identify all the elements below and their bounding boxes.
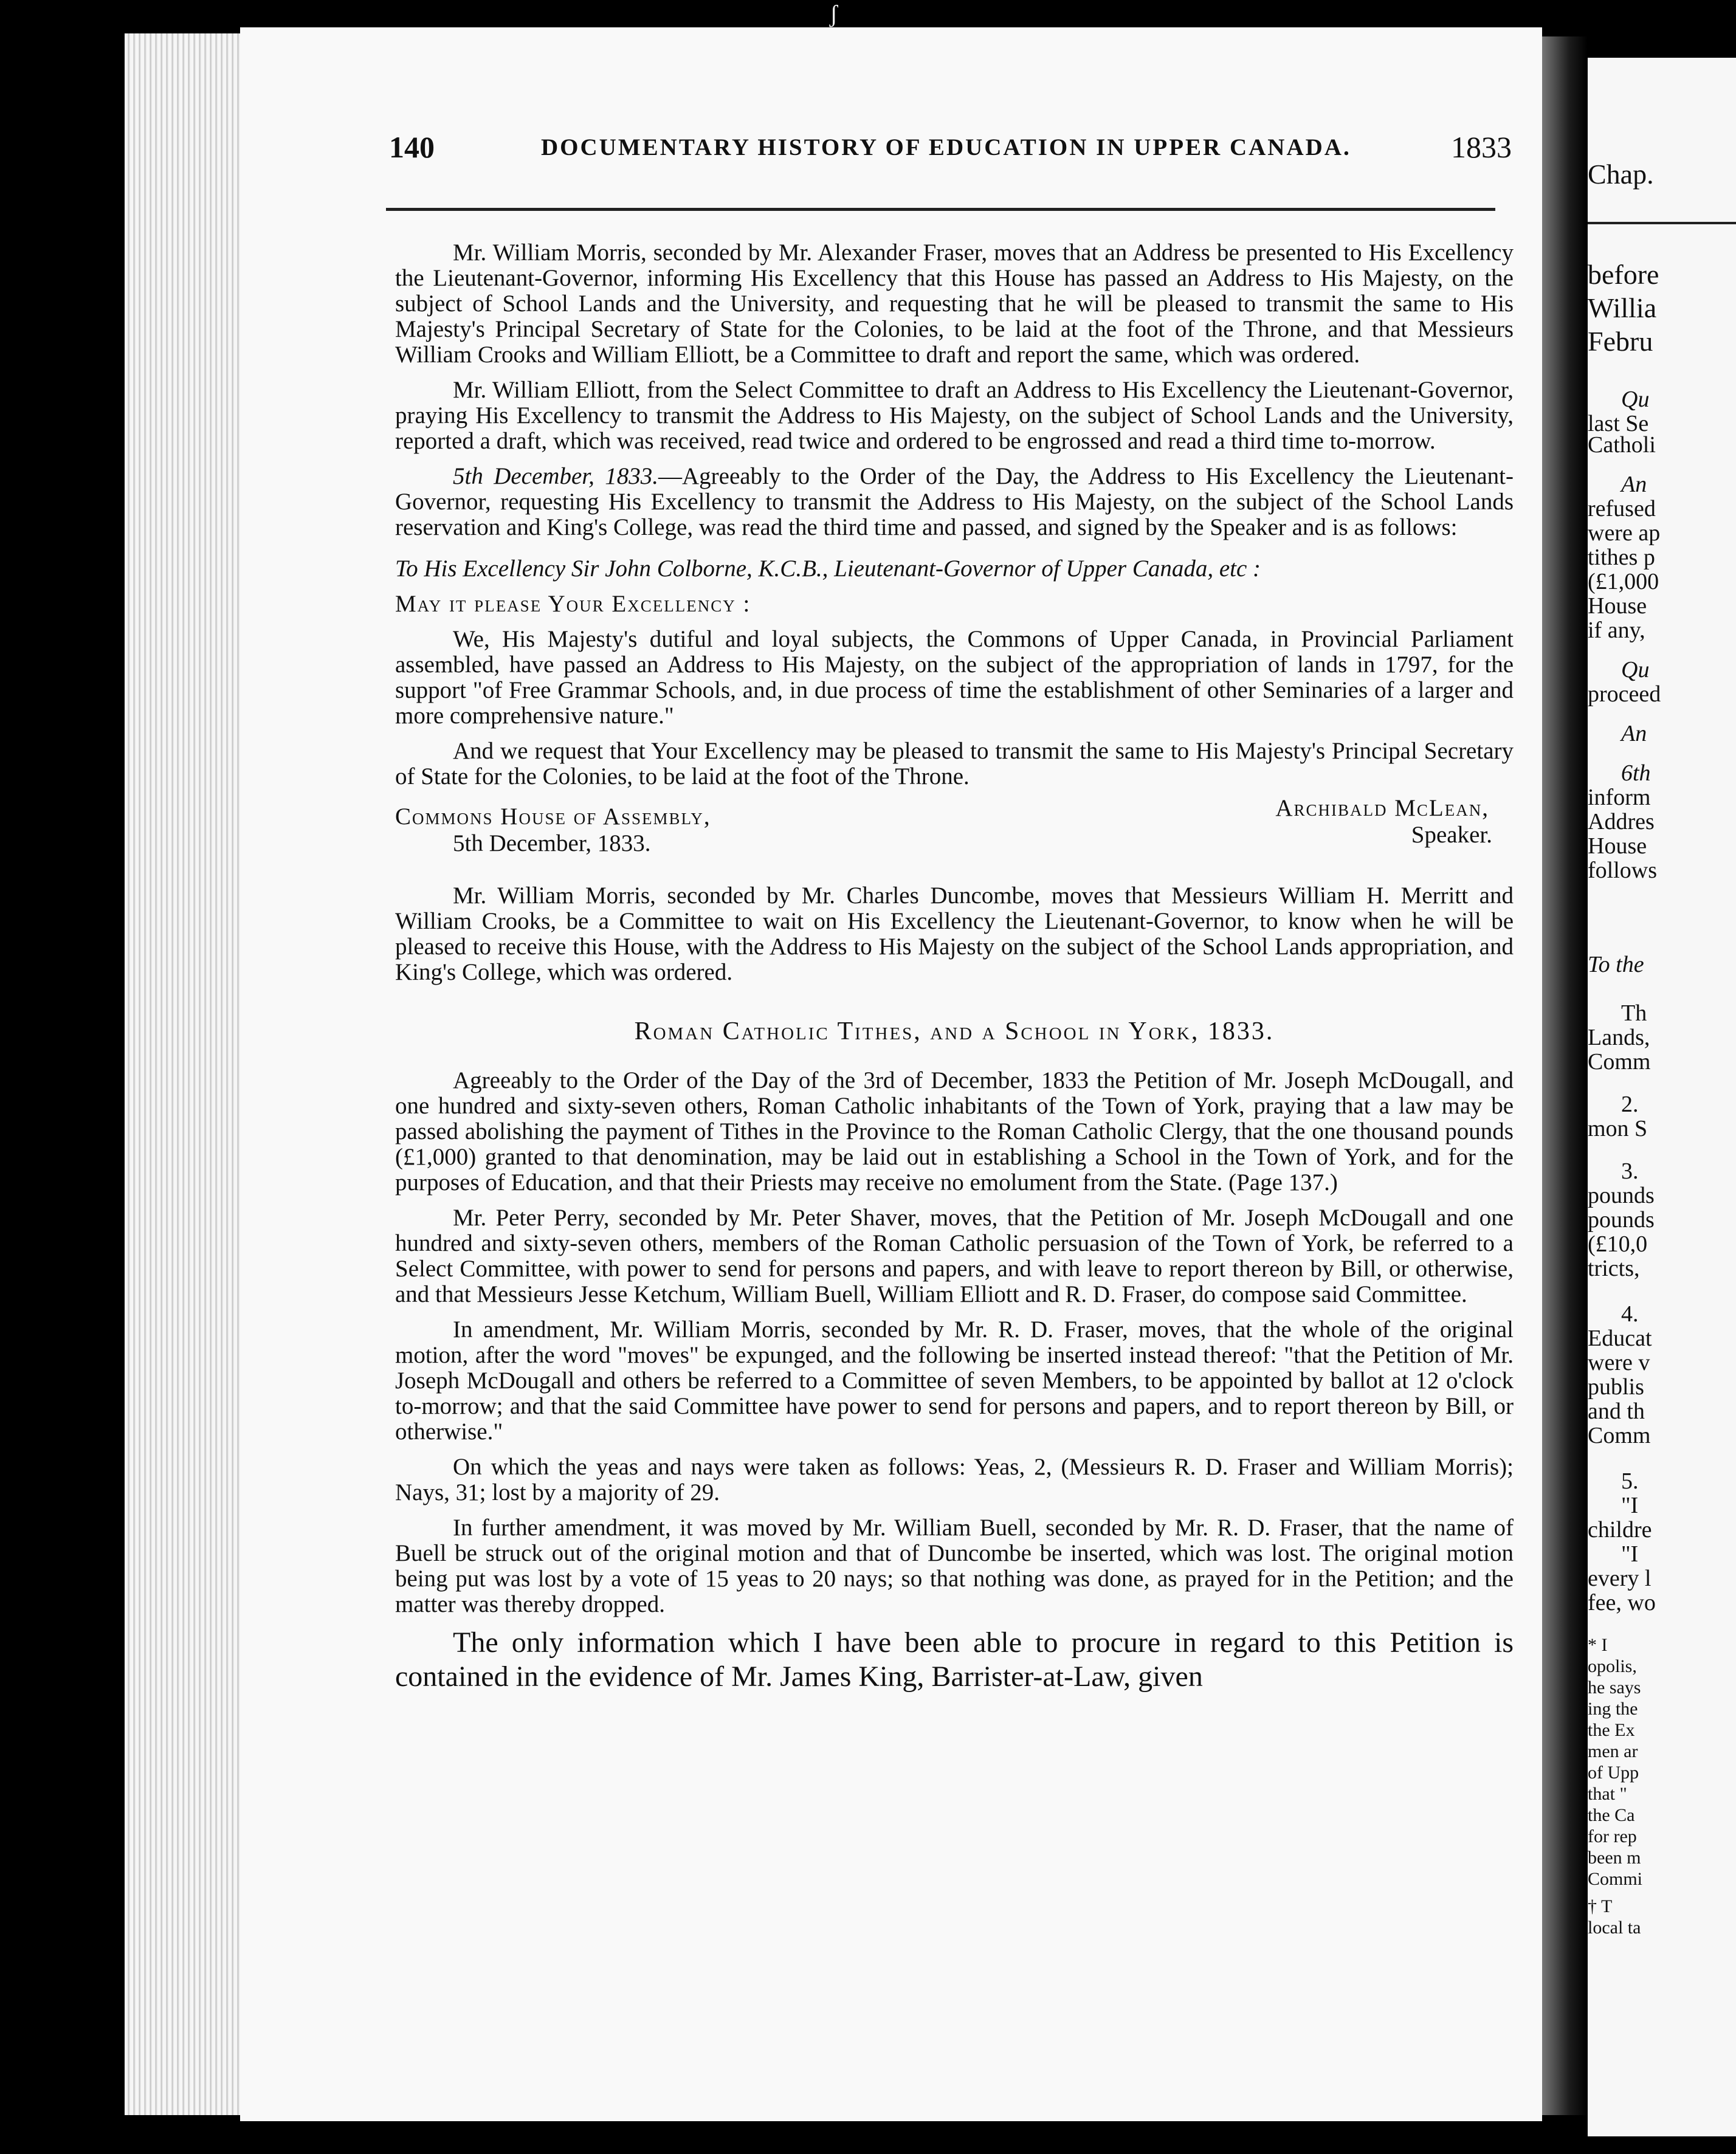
right-page-line: * I [1588,1635,1608,1655]
right-page-line: Qu [1621,657,1650,683]
right-page-line: childre [1588,1517,1652,1543]
signature-date: 5th December, 1833. [453,830,651,856]
right-page-line: (£10,0 [1588,1231,1648,1257]
right-page-line: 5. [1621,1468,1639,1494]
binding-mark: ʃ [830,0,838,27]
header-year: 1833 [1451,130,1512,164]
right-page-line: (£1,000 [1588,569,1659,594]
left-page [240,27,1542,2121]
right-page-line: pounds [1588,1207,1655,1233]
page-body [395,240,1514,1694]
right-page-line: House [1588,593,1647,619]
salutation: May it please Your Excellency : [395,591,751,617]
right-page-line: refused [1588,496,1656,521]
right-page-line: 3. [1621,1158,1639,1184]
page-number: 140 [389,130,435,164]
signature-title: Speaker. [1411,822,1492,848]
right-header-rule [1588,222,1736,224]
right-page-line: Addres [1588,809,1655,834]
right-page-line: were v [1588,1350,1650,1375]
right-page-line: Th [1621,1000,1647,1026]
header-rule [386,208,1495,211]
right-page-line: follows [1588,858,1657,883]
right-page-line: Lands, [1588,1025,1650,1050]
paragraph: Agreeably to the Order of the Day of the 3rd of December, 1833 the Petition of Mr. Joseph McDougall, and one hundred and sixty-seven others, Roman Catholic inhabitants of the Town of York, praying that a law may be passed abolishing the payment of Tithes in the Province to the Roman Catholic Clergy, that the one thousand pounds (£1,000) granted to that denomination, may be laid out in establishing a School in the Town of York, and for the purposes of Education, and that their Priests may receive no emolument from the State. (Page 137.) [395,1067,1514,1196]
closing-paragraph-block [395,1626,1514,1694]
right-page-line: and th [1588,1399,1645,1424]
paragraph-text: —Agreeably to the Order of the Day, the Address to His Excellency the Lieutenant-Governor, requesting His Excellency to transmit the Address to His Majesty, on the subject of the School Lands reservation and King's College, was read the third time and passed, and signed by the Speaker and is as follows: [395,463,1514,540]
right-page-line: † T [1588,1896,1613,1916]
right-page-line: of Upp [1588,1763,1639,1783]
paragraph: Mr. William Morris, seconded by Mr. Charles Duncombe, moves that Messieurs William H. Merritt and William Crooks, be a Committee to wait on His Excellency the Lieutenant-Governor, to know when he will be pleased to receive this House, with the Address to His Majesty on the subject of the School Lands appropriation, and King's College, which was ordered. [395,883,1514,985]
right-page-line: publis [1588,1374,1644,1400]
paragraph: On which the yeas and nays were taken as follows: Yeas, 2, (Messieurs R. D. Fraser and William Morris); Nays, 31; lost by a majority of 29. [395,1454,1514,1505]
paragraph: And we request that Your Excellency may be pleased to transmit the same to His Majesty's Principal Secretary of State for the Colonies, to be laid at the foot of the Throne. [395,738,1514,790]
right-page-line: pounds [1588,1183,1655,1208]
right-page-fragment [1588,58,1736,2136]
right-page-line: Comm [1588,1423,1651,1448]
date-italic: 5th December, 1833. [453,463,659,489]
right-page-line: tithes p [1588,545,1655,570]
right-page-line: Willia [1588,292,1657,323]
right-page-line: Commi [1588,1869,1643,1889]
right-page-line: mon S [1588,1116,1648,1141]
right-page-line: ing the [1588,1699,1638,1719]
signature-name: Archibald McLean, [1275,795,1489,821]
right-page-line: that " [1588,1784,1627,1804]
right-page-line: he says [1588,1677,1641,1698]
right-page-line: An [1621,721,1647,746]
right-page-line: proceed [1588,681,1661,707]
right-page-line: men ar [1588,1741,1638,1761]
right-page-line: "I [1621,1541,1639,1567]
signature-place: Commons House of Assembly, [395,803,711,830]
book-page-edges [125,33,246,2115]
right-page-line: tricts, [1588,1256,1640,1281]
right-page-line: every l [1588,1566,1652,1591]
right-page-line: Febru [1588,326,1653,357]
running-header [389,119,1512,167]
right-page-line: Comm [1588,1049,1651,1075]
paragraph: In further amendment, it was moved by Mr. William Buell, seconded by Mr. R. D. Fraser, that the name of Buell be struck out of the original motion and that of Duncombe be inserted, which was lost. The original motion being put was lost by a vote of 15 yeas to 20 nays; so that nothing was done, as prayed for in the Petition; and the matter was thereby dropped. [395,1515,1514,1617]
right-page-line: local ta [1588,1918,1641,1938]
right-page-line: Educat [1588,1326,1652,1351]
right-page-line: before [1588,259,1659,290]
right-page-line: were ap [1588,520,1661,546]
paragraph [395,464,1514,540]
right-page-line: Qu [1621,387,1650,412]
right-page-line: opolis, [1588,1656,1637,1676]
right-page-line: the Ex [1588,1720,1635,1740]
right-page-line: 6th [1621,760,1651,786]
right-page-line: Catholi [1588,432,1656,458]
right-page-line: fee, wo [1588,1590,1656,1616]
signature-block [395,795,1514,859]
right-page-line: 4. [1621,1301,1639,1327]
right-page-line: the Ca [1588,1805,1635,1825]
book-gutter [1542,36,1588,2115]
paragraph: We, His Majesty's dutiful and loyal subjects, the Commons of Upper Canada, in Provincial Parliament assembled, have passed an Address to His Majesty, on the subject of the appropriation of lands in 1797, for the support "of Free Grammar Schools, and, in due process of time the establishment of other Seminaries of a larger and more comprehensive nature." [395,626,1514,729]
right-page-line: "I [1621,1493,1639,1518]
right-page-line: Chap. [1588,159,1654,190]
section-title: Roman Catholic Tithes, and a School in York, 1833. [634,1017,1275,1045]
paragraph: Mr. Peter Perry, seconded by Mr. Peter Shaver, moves, that the Petition of Mr. Joseph McDougall and one hundred and sixty-seven others, members of the Roman Catholic persuasion of the Town of York, be referred to a Select Committee, with power to send for persons and papers, and with leave to report thereon by Bill, or otherwise, and that Messieurs Jesse Ketchum, William Buell, William Elliott and R. D. Fraser, do compose said Committee. [395,1205,1514,1307]
address-heading: To His Excellency Sir John Colborne, K.C.B., Lieutenant-Governor of Upper Canada, etc : [395,556,1261,582]
right-page-line: inform [1588,785,1651,810]
right-page-line: 2. [1621,1092,1639,1117]
paragraph: In amendment, Mr. William Morris, seconded by Mr. R. D. Fraser, moves, that the whole of the original motion, after the word "moves" be expunged, and the following be inserted instead thereof: "that the Petition of Mr. Joseph McDougall and others be referred to a Committee of seven Members, to be appointed by ballot at 12 o'clock to-morrow; and that the said Committee have power to send for persons and papers, and to report thereon by Bill, or otherwise." [395,1316,1514,1445]
right-page-line: To the [1588,952,1644,977]
paragraph: Mr. William Morris, seconded by Mr. Alexander Fraser, moves that an Address be presented to His Excellency the Lieutenant-Governor, informing His Excellency that this House has passed an Address to His Majesty, on the subject of School Lands and the University, and requesting that he will be pleased to transmit the same to His Majesty's Principal Secretary of State for the Colonies, to be laid at the foot of the Throne, and that Messieurs William Crooks and William Elliott, be a Committee to draft and report the same, which was ordered. [395,239,1514,368]
paragraph: Mr. William Elliott, from the Select Committee to draft an Address to His Excellency the Lieutenant-Governor, praying His Excellency to transmit the Address to His Majesty, on the subject of School Lands and the University, reported a draft, which was received, read twice and ordered to be engrossed and read a third time to-morrow. [395,377,1514,454]
right-page-line: if any, [1588,618,1645,643]
right-page-line: last Se [1588,411,1649,436]
right-page-line: House [1588,833,1647,859]
running-title: DOCUMENTARY HISTORY OF EDUCATION IN UPPER CANADA. [541,134,1351,160]
paragraph: The only information which I have been able to procure in regard to this Petition is contained in the evidence of Mr. James King, Barrister-at-Law, given [395,1626,1514,1693]
right-page-line: for rep [1588,1826,1637,1846]
right-page-line: An [1621,472,1647,497]
right-page-line: been m [1588,1848,1641,1868]
